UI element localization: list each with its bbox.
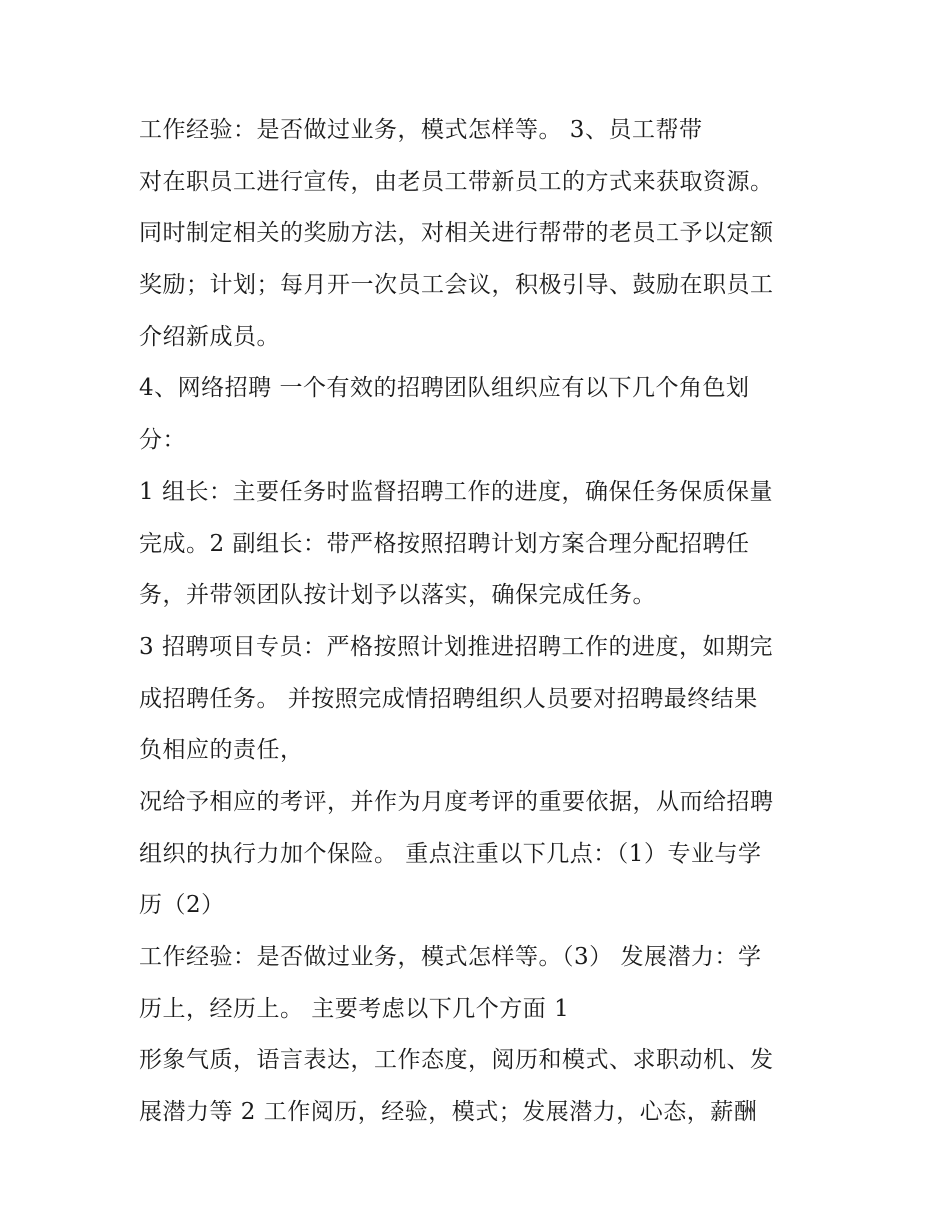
- text-line: 介绍新成员。: [139, 323, 280, 350]
- text-line: 组织的执行力加个保险。 重点注重以下几点：（1）专业与学: [139, 840, 762, 867]
- text-line: 3 招聘项目专员：严格按照计划推进招聘工作的进度，如期完: [139, 633, 773, 660]
- text-line: 奖励；计划；每月开一次员工会议，积极引导、鼓励在职员工: [139, 272, 774, 299]
- text-line: 完成。2 副组长：带严格按照招聘计划方案合理分配招聘任: [139, 530, 750, 557]
- text-line: 历上，经历上。 主要考虑以下几个方面 1: [139, 995, 570, 1022]
- text-line: 务，并带领团队按计划予以落实，确保完成任务。: [139, 582, 656, 609]
- text-line: 4、网络招聘 一个有效的招聘团队组织应有以下几个角色划: [139, 375, 750, 402]
- text-line: 历（2）: [139, 892, 225, 919]
- text-line: 况给予相应的考评，并作为月度考评的重要依据，从而给招聘: [139, 788, 774, 815]
- text-line: 同时制定相关的奖励方法，对相关进行帮带的老员工予以定额: [139, 220, 774, 247]
- text-line: 对在职员工进行宣传，由老员工带新员工的方式来获取资源。: [139, 168, 774, 195]
- text-line: 工作经验：是否做过业务，模式怎样等。 3、员工帮带: [139, 117, 703, 143]
- text-line: 负相应的责任，: [139, 737, 304, 764]
- document-body: [139, 110, 829, 1144]
- text-line: 1 组长：主要任务时监督招聘工作的进度，确保任务保质保量: [139, 478, 773, 505]
- text-line: 工作经验：是否做过业务，模式怎样等。（3） 发展潜力：学: [139, 944, 762, 970]
- text-line: 成招聘任务。 并按照完成情招聘组织人员要对招聘最终结果: [139, 685, 758, 712]
- text-line: 展潜力等 2 工作阅历，经验，模式；发展潜力，心态，薪酬: [139, 1099, 758, 1126]
- text-line: 分：: [139, 427, 186, 454]
- text-line: 形象气质，语言表达，工作态度，阅历和模式、求职动机、发: [139, 1047, 774, 1074]
